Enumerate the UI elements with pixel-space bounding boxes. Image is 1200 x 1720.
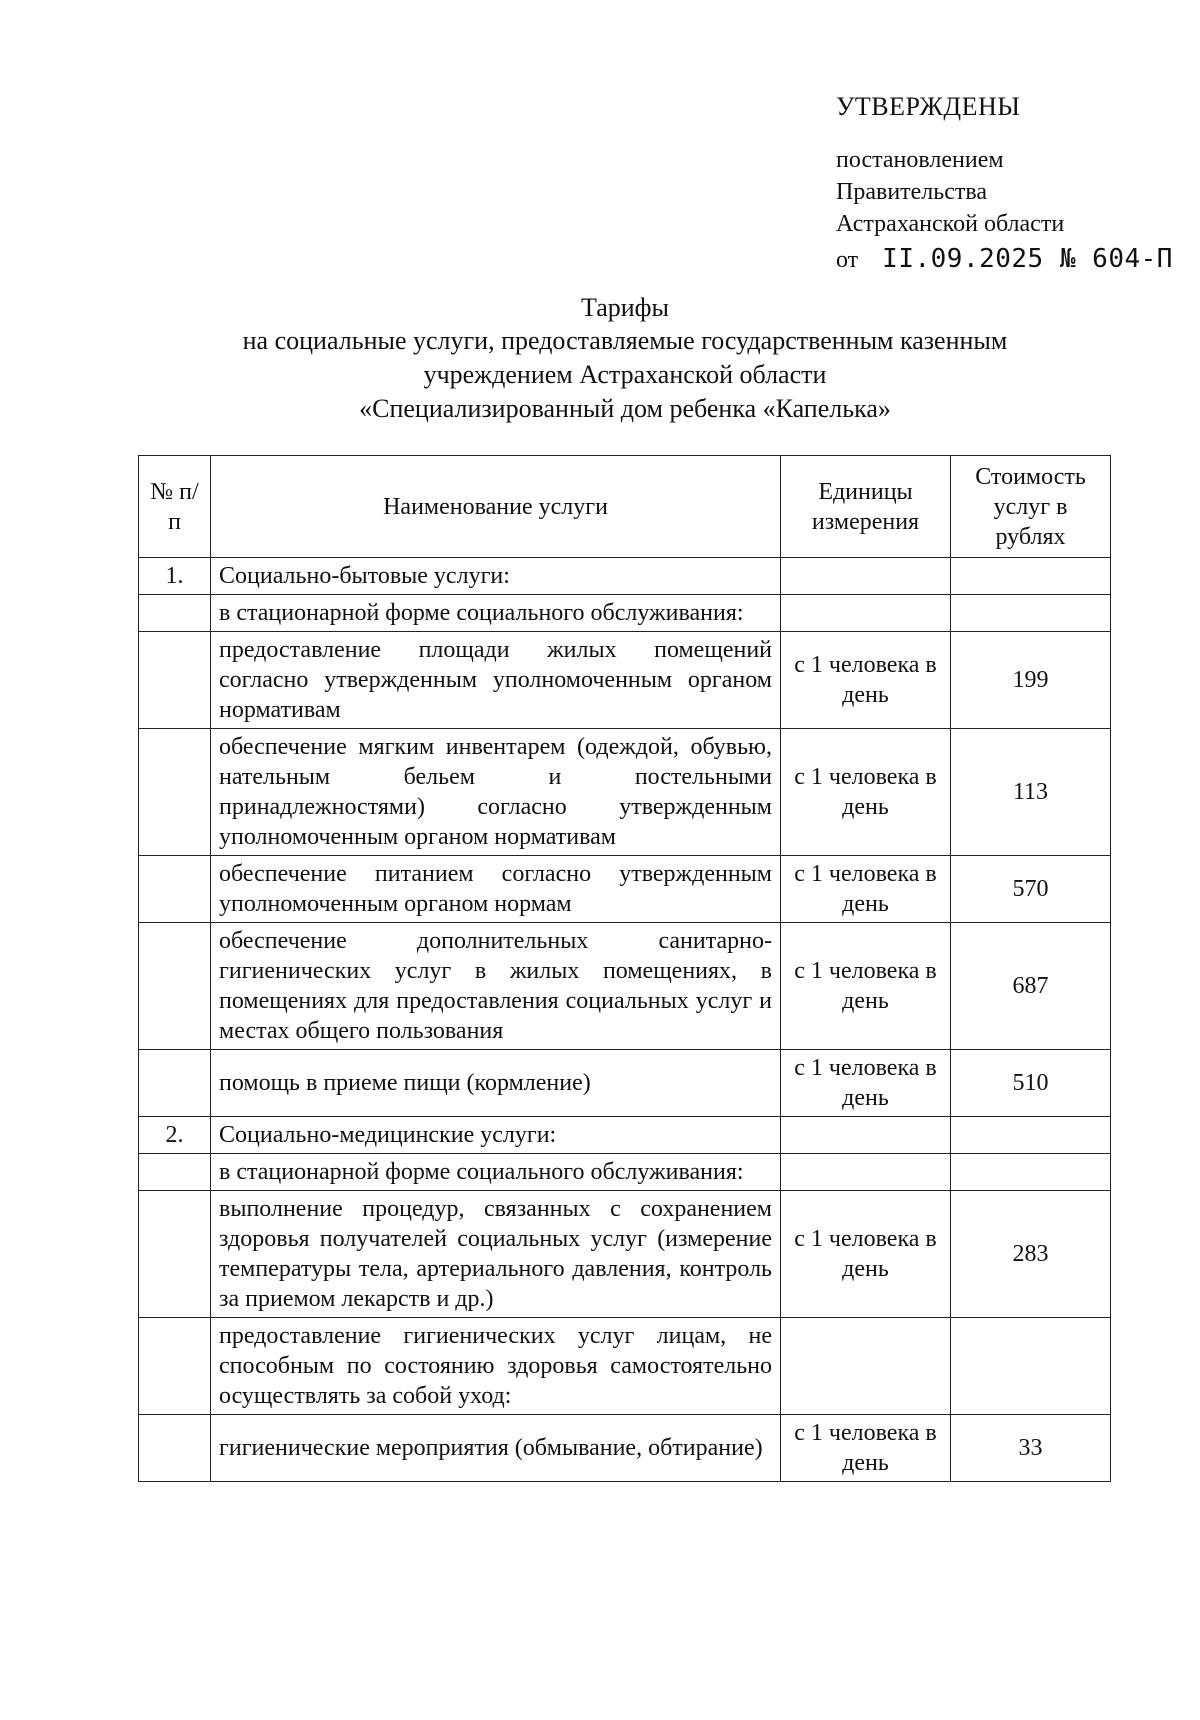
row-num: 1. [139,558,211,595]
approval-heading: УТВЕРЖДЕНЫ [836,92,1021,121]
row-name: в стационарной форме социального обслуживания: [211,1154,781,1191]
row-num [139,1154,211,1191]
table-row [139,632,1111,729]
row-name: Социально-медицинские услуги: [211,1117,781,1154]
row-price: 687 [951,923,1111,1050]
row-unit: с 1 человека в день [781,729,951,856]
table-row [139,558,1111,595]
row-num [139,856,211,923]
row-price [951,1318,1111,1415]
row-price: 113 [951,729,1111,856]
title-line: «Специализированный дом ребенка «Капелька» [359,394,891,423]
row-unit: с 1 человека в день [781,923,951,1050]
row-num [139,1191,211,1318]
table-row [139,1050,1111,1117]
row-unit: с 1 человека в день [781,856,951,923]
table-row [139,1191,1111,1318]
table-row [139,729,1111,856]
row-name: в стационарной форме социального обслуживания: [211,595,781,632]
row-price: 199 [951,632,1111,729]
row-unit [781,1117,951,1154]
row-num [139,595,211,632]
row-unit [781,1154,951,1191]
title-main: Тарифы [580,293,669,322]
row-unit [781,595,951,632]
row-unit: с 1 человека в день [781,1050,951,1117]
row-num [139,1318,211,1415]
row-name: выполнение процедур, связанных с сохранением здоровья получателей социальных услуг (измерение температуры тела, артериального давления, контроль за приемом лекарств и др.) [211,1191,781,1318]
row-price [951,595,1111,632]
row-price: 33 [951,1415,1111,1482]
row-name: предоставление площади жилых помещений согласно утвержденным уполномоченным органом нормативам [211,632,781,729]
row-name: обеспечение дополнительных санитарно-гигиенических услуг в жилых помещениях, в помещениях для предоставления социальных услуг и местах общего пользования [211,923,781,1050]
row-unit [781,558,951,595]
row-num [139,632,211,729]
table-row [139,923,1111,1050]
row-name: помощь в приеме пищи (кормление) [211,1050,781,1117]
row-num [139,923,211,1050]
approval-line: Правительства [836,179,988,205]
row-name: гигиенические мероприятия (обмывание, обтирание) [211,1415,781,1482]
row-name: Социально-бытовые услуги: [211,558,781,595]
row-price: 510 [951,1050,1111,1117]
row-price [951,1154,1111,1191]
table-row [139,1318,1111,1415]
table-row [139,595,1111,632]
row-unit [781,1318,951,1415]
row-num: 2. [139,1117,211,1154]
row-name: обеспечение мягким инвентарем (одеждой, обувью, нательным бельем и постельными принадлежностями) согласно утвержденным уполномоченным органом нормативам [211,729,781,856]
approval-line: постановлением [836,147,1004,173]
table-header-row [139,456,1111,558]
approval-block [836,92,1176,277]
table-row [139,856,1111,923]
row-name: предоставление гигиенических услуг лицам, не способным по состоянию здоровья самостоятельно осуществлять за собой уход: [211,1318,781,1415]
row-num [139,1050,211,1117]
row-num [139,1415,211,1482]
approval-date-row [836,242,1176,277]
title-line: учреждением Астраханской области [423,360,827,389]
row-price: 283 [951,1191,1111,1318]
table-row [139,1117,1111,1154]
row-unit: с 1 человека в день [781,632,951,729]
header-unit: Единицы измерения [781,456,951,558]
row-unit: с 1 человека в день [781,1415,951,1482]
header-num: № п/п [139,456,211,558]
row-num [139,729,211,856]
row-price [951,1117,1111,1154]
tariffs-table [138,455,1111,1482]
approval-line: Астраханской области [836,211,1065,237]
row-unit: с 1 человека в день [781,1191,951,1318]
header-price: Стоимость услуг в рублях [951,456,1111,558]
date-and-number: II.09.2025 № 604-П [882,244,1173,274]
title-line: на социальные услуги, предоставляемые государственным казенным [242,326,1008,355]
date-prefix: от [836,247,859,273]
row-price: 570 [951,856,1111,923]
row-price [951,558,1111,595]
document-title [130,292,1120,426]
row-name: обеспечение питанием согласно утвержденным уполномоченным органом нормам [211,856,781,923]
table-row [139,1415,1111,1482]
header-name: Наименование услуги [211,456,781,558]
table-row [139,1154,1111,1191]
